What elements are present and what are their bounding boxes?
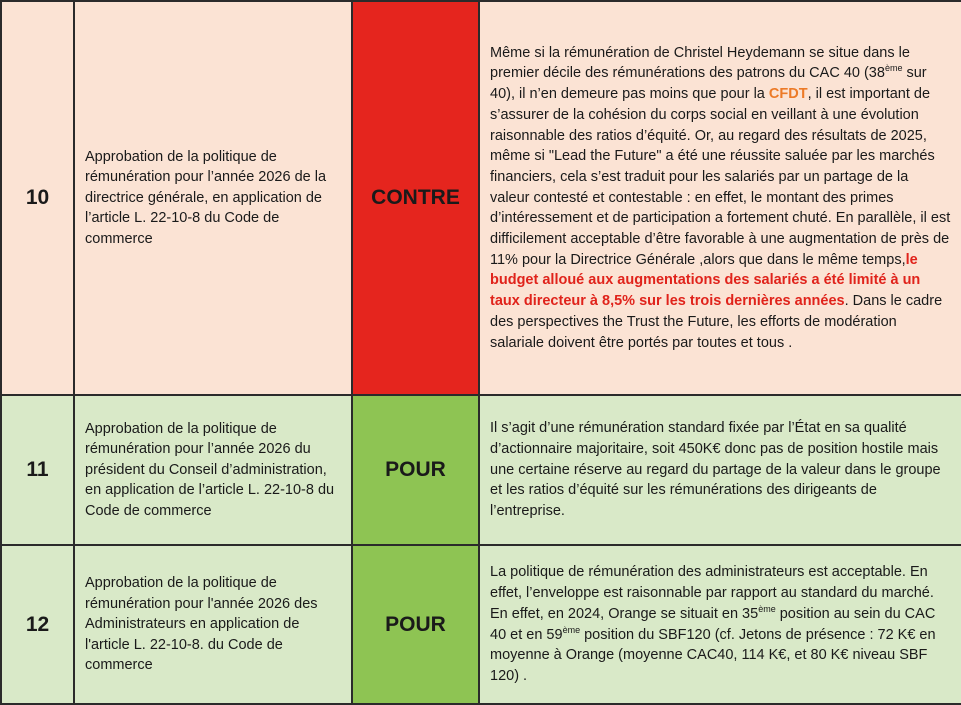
explanation-text: position du SBF120 (cf. Jetons de présence : 72 K€ en moyenne à Orange (moyenne CAC40, 114 K€, et 80 K€ niveau SBF 120) . [490,626,936,684]
explanation-text: position au sein du CAC 40 et en 59 [490,605,936,643]
resolution-title [74,1,352,395]
explanation-text: sur 40), il n’en demeure pas moins que pour la [490,65,927,103]
vote-explanation [479,545,961,704]
superscript-ordinal: ème [884,63,903,74]
vote-badge-contre: CONTRE [352,1,479,395]
explanation-text: La politique de rémunération des administrateurs est acceptable. En effet, l’enveloppe est raisonnable par rapport au standard du marché. En effet, en 2024, Orange se situait en 35 [490,564,934,622]
resolution-title [74,395,352,545]
resolution-number: 12 [1,545,74,704]
vote-badge-pour: POUR [352,545,479,704]
resolution-title [74,545,352,704]
vote-explanation [479,395,961,545]
table-row-10 [1,1,961,395]
explanation-text: Il s’agit d’une rémunération standard fixée par l’État en sa qualité d’actionnaire majoritaire, soit 450K€ donc pas de position hostile mais une certaine réserve au regard du partage de la valeur dans le groupe et les ratios d’équité sur les rémunérations des dirigeants de l’entreprise. [490,420,941,520]
explanation-text: Même si la rémunération de Christel Heydemann se situe dans le premier décile des rémunérations des patrons du CAC 40 (38 [490,44,910,82]
table-row-12 [1,545,961,704]
vote-badge-pour: POUR [352,395,479,545]
resolution-number: 10 [1,1,74,395]
superscript-ordinal: ème [562,624,581,635]
resolution-text: Approbation de la politique de rémunération pour l’année 2026 du président du Conseil d’administration, en application de l’article L. 22-10-8 du Code de commerce [85,420,335,519]
resolution-text: Approbation de la politique de rémunération pour l'année 2026 des Administrateurs en application de l'article L. 22-10-8. du Code de commerce [85,575,318,674]
highlighted-statement: le budget alloué aux augmentations des salariés a été limité à un taux directeur à 8,5% sur les trois dernières années [490,251,921,310]
table-row-11 [1,395,961,545]
vote-explanation [479,1,961,395]
cfdt-label: CFDT [768,86,808,103]
superscript-ordinal: ème [758,603,776,614]
resolution-text: Approbation de la politique de rémunération pour l’année 2026 de la directrice générale, en application de l’article L. 22-10-8 du Code de commerce [85,148,327,247]
explanation-text: . Dans le cadre des perspectives the Trust the Future, les efforts de modération salariale doivent être portés par toutes et tous . [490,293,943,351]
explanation-text: , il est important de s’assurer de la cohésion du corps social en veillant à une évolution raisonnable des ratios d’équité. Or, au regard des résultats de 2025, même si "Lead the Future" a été une réussite saluée par les marchés financiers, cela s’est traduit pour les salariés par un partage de la valeur contesté et contestable : en effet, le montant des primes d’intéressement et de participation a fortement chuté. En parallèle, il est difficilement acceptable d’être favorable à une augmentation de près de 11% pour la Directrice Générale ,alors que dans le même temps, [490,86,951,268]
resolution-number: 11 [1,395,74,545]
